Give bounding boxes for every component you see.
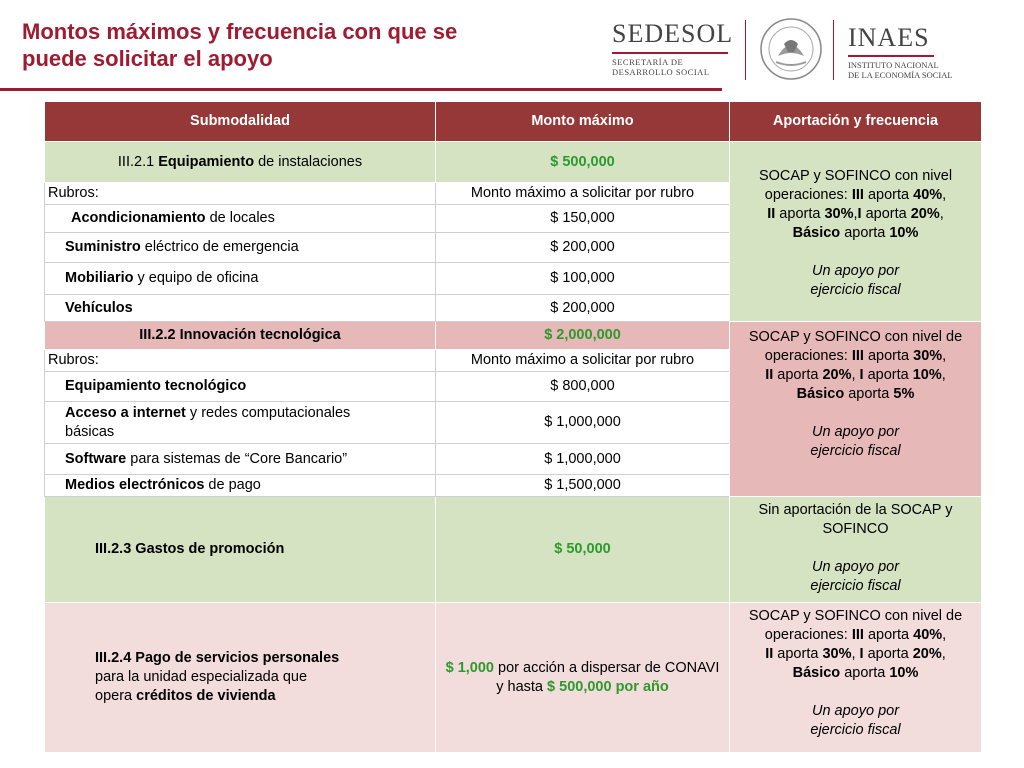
note-italic: ejercicio fiscal [810,282,901,298]
note-text: , [853,206,858,222]
rubros-label: Rubros: [45,350,436,372]
note-text: aporta [863,627,914,643]
submodality-text: opera [95,688,137,704]
note-bold: Básico [792,225,841,241]
inaes-bar [848,55,934,57]
note-text: aporta [773,367,823,383]
page-title [22,18,492,72]
note-bold: III [851,627,864,643]
note-bold: III [851,348,864,364]
rubro-name [45,295,436,322]
note-italic: ejercicio fiscal [810,443,901,459]
inaes-sub-2: DE LA ECONOMÍA SOCIAL [848,70,953,80]
note-bold: 20% [822,367,852,383]
note-italic: Un apoyo por [811,424,900,440]
table-header-row [45,102,982,142]
note-text: , [851,646,860,662]
note-italic: Un apoyo por [811,263,900,279]
column-header-aportacion: Aportación y frecuencia [730,102,982,142]
rubro-amount: $ 1,000,000 [436,444,730,475]
mexico-seal-icon [756,16,826,87]
rubro-bold: Suministro [65,239,141,255]
rubro-amount: $ 100,000 [436,263,730,295]
rubro-name [45,475,436,497]
note-text: SOCAP y SOFINCO con nivel de operaciones: [748,329,963,364]
rubro-rest: de locales [205,210,275,226]
rubro-rest: para sistemas de “Core Bancario” [126,450,348,467]
table-row [45,603,982,753]
note-bold: 30% [913,348,943,364]
note-text: SOCAP y SOFINCO con nivel de operaciones: [748,608,963,643]
rubro-name [45,372,436,402]
note-text: , [942,348,947,364]
note-bold: 10% [912,367,942,383]
note-text: aporta [844,386,894,402]
note-text: , [941,367,946,383]
column-header-submodalidad: Submodalidad [45,102,436,142]
logo-divider-right [833,20,834,80]
note-text: aporta [863,646,913,662]
rubros-label: Rubros: [45,183,436,205]
inaes-sub-1: INSTITUTO NACIONAL [848,60,939,70]
note-bold: III [851,187,864,203]
submodality-bold: Equipamiento [158,153,255,170]
note-italic: ejercicio fiscal [810,722,901,738]
note-text: , [939,206,944,222]
note-text: aporta [840,665,890,681]
rubro-amount: $ 200,000 [436,233,730,263]
submodality-bold: créditos de vivienda [136,688,276,704]
note-bold: II [765,367,774,383]
note-italic: Un apoyo por [811,559,900,575]
note-text: aporta [861,206,911,222]
submodality-name [45,142,436,183]
note-text: aporta [863,348,914,364]
column-header-monto: Monto máximo [436,102,730,142]
title-underline [0,88,722,91]
submodality-bold: III.2.3 Gastos de promoción [95,541,285,557]
note-bold: 20% [910,206,940,222]
submodality-rest: de instalaciones [254,153,363,170]
note-bold: 40% [913,627,943,643]
rubro-amount: $ 200,000 [436,295,730,322]
submodality-text: para la unidad especializada que [95,669,308,685]
amount-text: y hasta [496,678,548,695]
note-text: , [942,627,947,643]
amount-text: por acción a dispersar de CONAVI [494,659,720,676]
rubro-bold: Software [65,450,127,467]
note-bold: Básico [792,665,841,681]
table-row [45,142,982,183]
note-italic: Un apoyo por [811,703,900,719]
rubros-amount-label: Monto máximo a solicitar por rubro [436,350,730,372]
sedesol-logo [612,20,732,77]
page-title-line-1: Montos máximos y frecuencia con que se [22,19,458,44]
note-bold: I [857,206,862,222]
sedesol-name: SEDESOL [612,19,734,48]
note-text: aporta [863,187,914,203]
note-bold: 40% [913,187,943,203]
sedesol-sub-2: DESARROLLO SOCIAL [612,67,710,77]
rubro-bold: Acceso a internet [65,404,186,421]
rubro-name [45,402,436,444]
rubro-name [45,205,436,233]
note-text: , [942,187,947,203]
note-text: SOCAP y SOFINCO con nivel operaciones: [758,168,953,203]
inaes-name: INAES [848,23,930,52]
note-text: Sin aportación de la SOCAP y SOFINCO [758,502,953,537]
submodality-code: III.2.1 [117,153,159,170]
note-text: , [851,367,860,383]
note-bold: Básico [796,386,845,402]
submodality-name [45,497,436,603]
sedesol-bar [612,52,728,54]
submodality-name [45,322,436,350]
table-row [45,322,982,350]
rubro-amount: $ 150,000 [436,205,730,233]
note-bold: 10% [889,225,919,241]
submodality-amount: $ 2,000,000 [436,322,730,350]
submodality-name [45,603,436,753]
note-bold: I [859,646,864,662]
rubro-name [45,263,436,295]
contribution-note [730,603,982,753]
table-row [45,497,982,603]
rubro-rest: y equipo de oficina [133,270,259,286]
inaes-logo [848,24,968,80]
logo-divider-left [745,20,746,80]
rubro-amount: $ 1,500,000 [436,475,730,497]
rubro-name [45,444,436,475]
sedesol-sub-1: SECRETARÍA DE [612,57,684,67]
rubro-bold: Equipamiento tecnológico [65,378,247,394]
note-text: , [941,646,946,662]
rubro-bold: Vehículos [65,299,133,316]
amount-green: $ 1,000 [445,659,494,676]
note-bold: 20% [912,646,942,662]
note-bold: 10% [889,665,919,681]
rubro-rest: eléctrico de emergencia [140,239,299,255]
rubros-amount-label: Monto máximo a solicitar por rubro [436,183,730,205]
note-bold: II [765,646,774,662]
submodality-amount: $ 50,000 [436,497,730,603]
rubro-bold: Mobiliario [65,270,134,286]
support-amounts-table [44,101,982,753]
contribution-note [730,497,982,603]
submodality-amount: $ 500,000 [436,142,730,183]
note-text: aporta [773,646,823,662]
rubro-bold: Medios electrónicos [65,477,205,493]
rubro-name [45,233,436,263]
note-bold: 30% [822,646,852,662]
contribution-note [730,322,982,497]
note-text: aporta [863,367,913,383]
page-title-line-2: puede solicitar el apoyo [22,46,273,71]
rubro-amount: $ 1,000,000 [436,402,730,444]
amount-green: $ 500,000 por año [547,678,669,695]
submodality-amount [436,603,730,753]
submodality-bold: III.2.2 Innovación tecnológica [139,327,341,343]
note-italic: ejercicio fiscal [810,578,901,594]
submodality-bold: III.2.4 Pago de servicios personales [95,650,340,666]
note-bold: II [767,206,776,222]
note-bold: 5% [893,386,915,402]
rubro-rest: y redes computacionales [185,404,351,421]
note-bold: 30% [824,206,854,222]
rubro-rest: de pago [204,477,261,493]
contribution-note [730,142,982,322]
note-text: aporta [775,206,825,222]
note-bold: I [859,367,864,383]
rubro-rest: básicas [65,423,115,440]
note-text: aporta [840,225,890,241]
rubro-amount: $ 800,000 [436,372,730,402]
rubro-bold: Acondicionamiento [71,210,206,226]
